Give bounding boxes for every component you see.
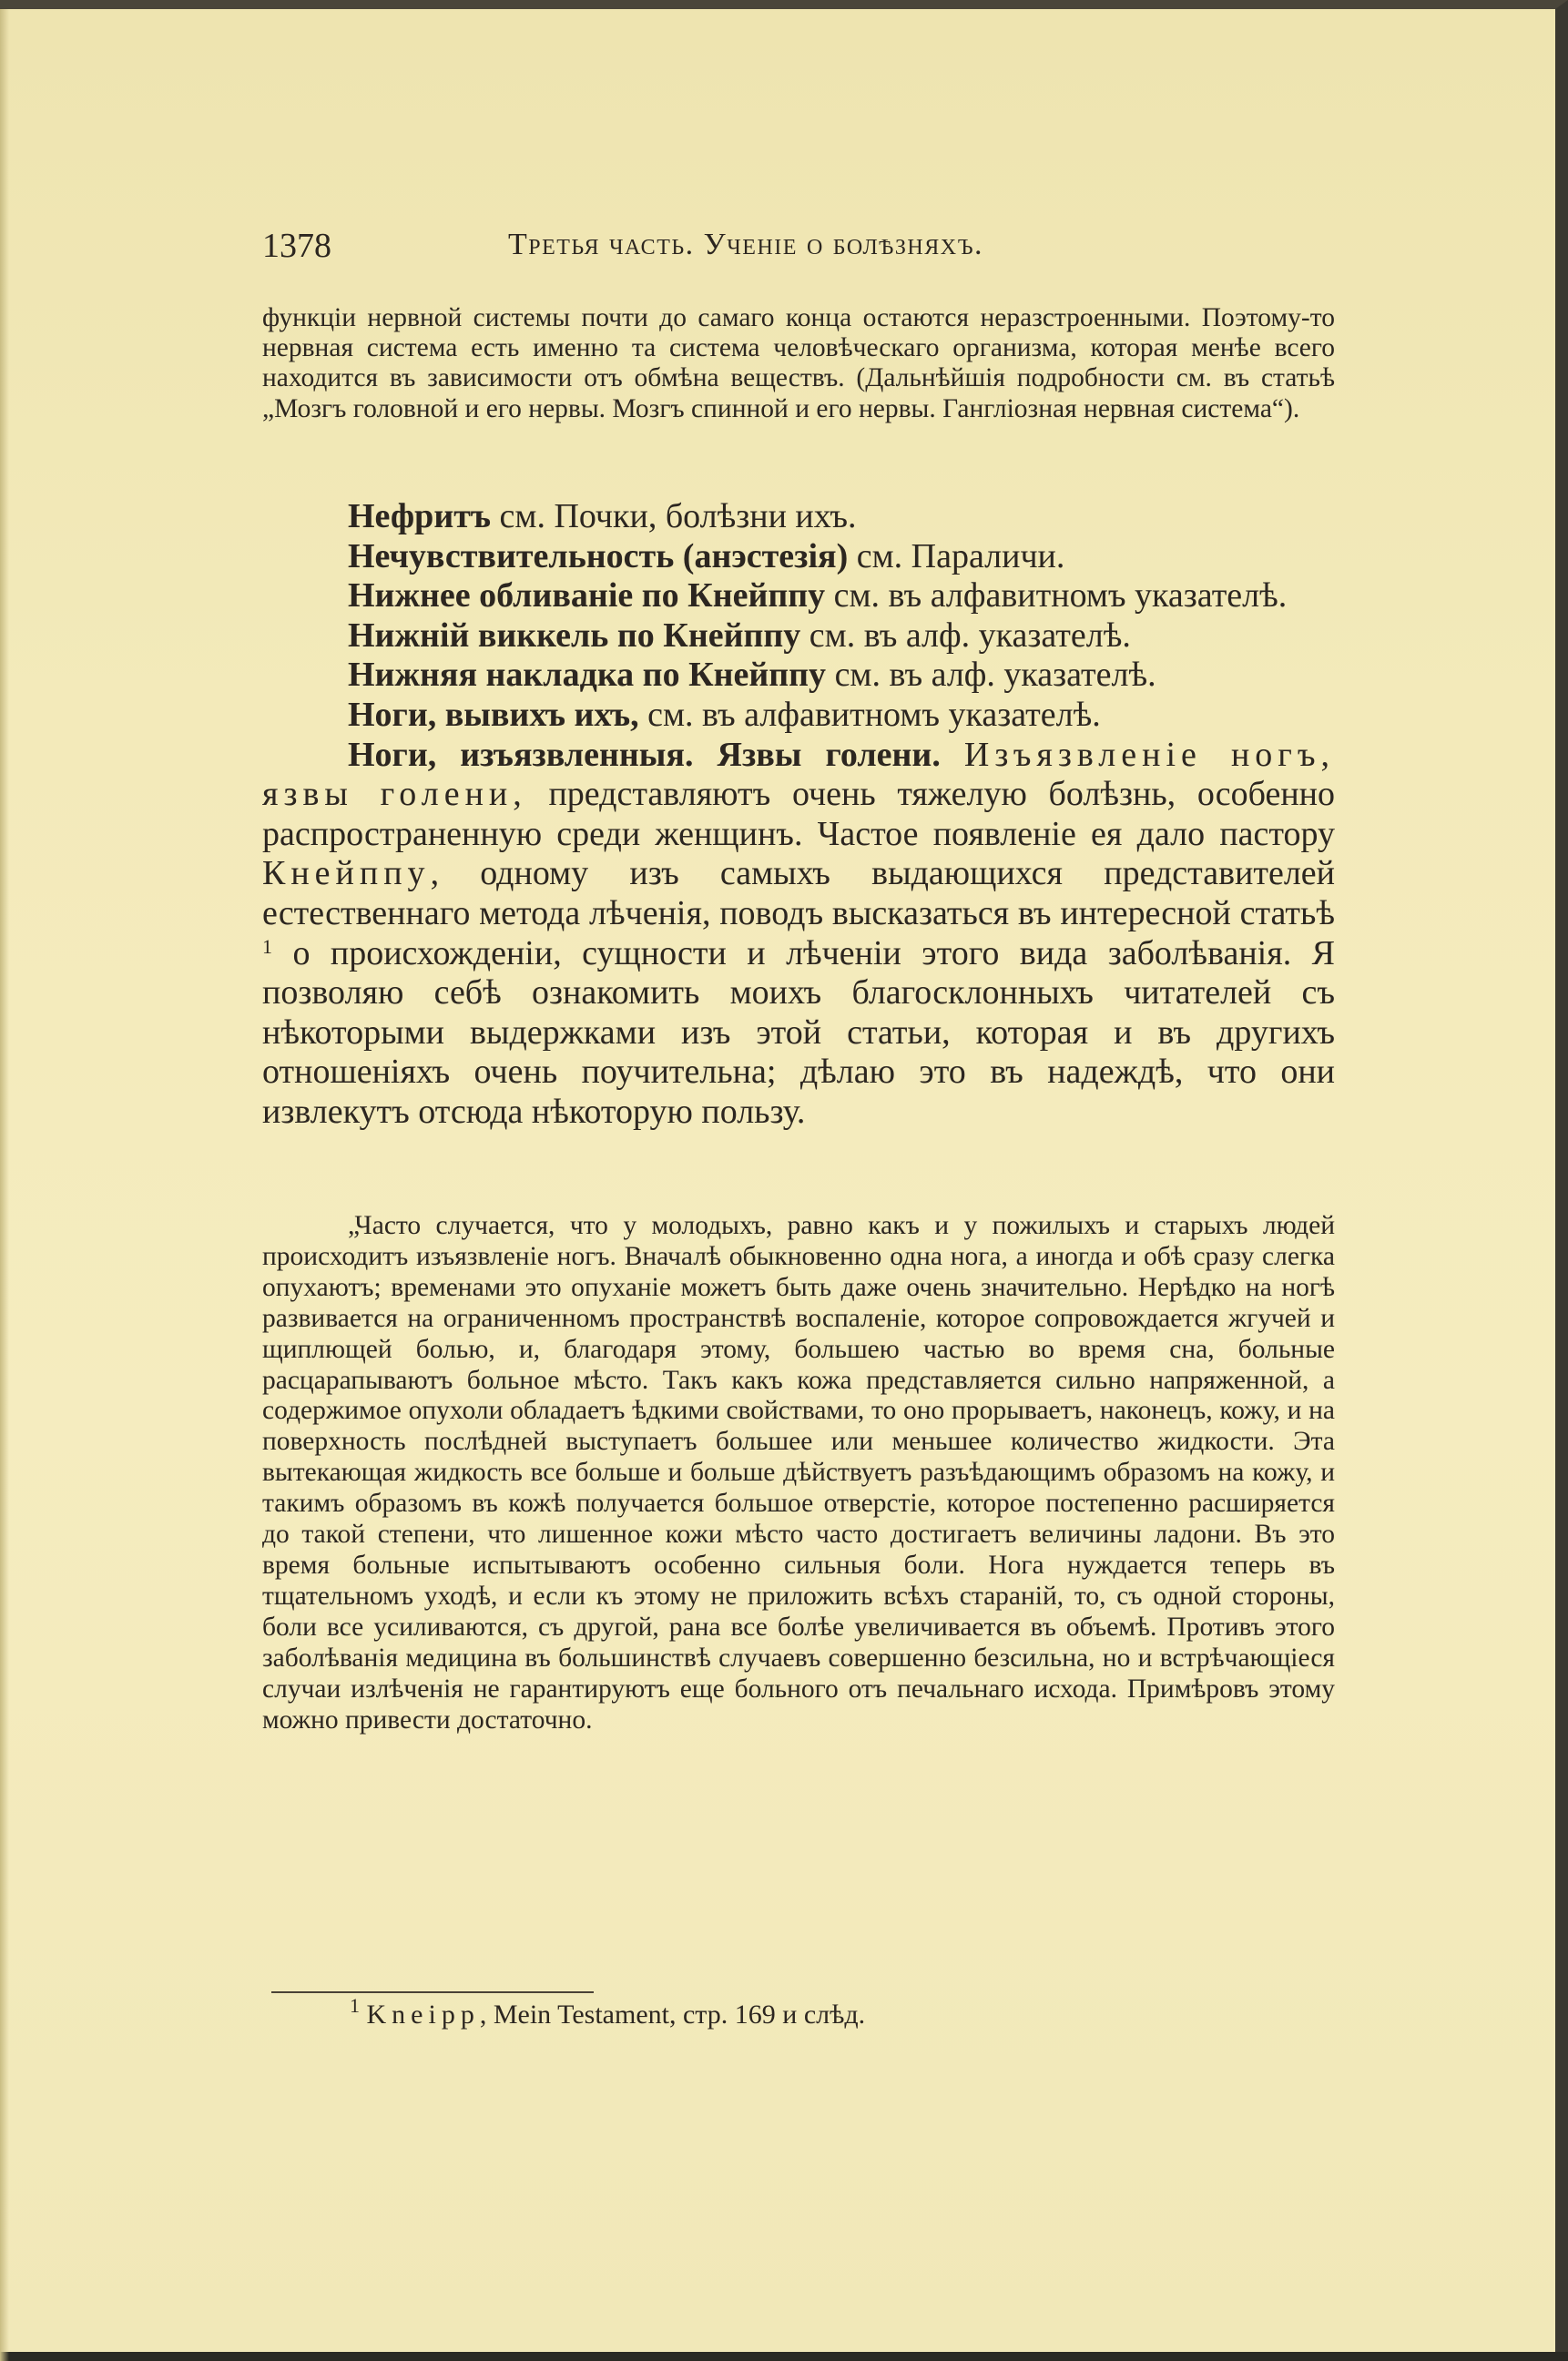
entry-lower-affusion bbox=[262, 576, 1335, 616]
page-edge-shadow bbox=[0, 9, 9, 2361]
footnote bbox=[350, 1994, 866, 2030]
entry-ref: см. въ алф. указателѣ. bbox=[800, 616, 1131, 655]
entry-text: , одному изъ самыхъ выдающихся представителей естественнаго метода лѣченія, поводъ высказаться въ интересной статьѣ bbox=[262, 854, 1335, 932]
entry-lower-compress bbox=[262, 656, 1335, 696]
entry-term: Нижняя накладка по Кнейппу bbox=[348, 656, 827, 695]
entry-term: Нечувствительность (анэстезія) bbox=[348, 536, 849, 575]
entry-text: представляютъ очень тяжелую болѣзнь, особенно распространенную среди женщинъ. Частое появленіе ея дало пастору bbox=[262, 775, 1335, 853]
footnote-author: Kneipp bbox=[366, 2000, 480, 2030]
entry-text: о происхожденіи, сущности и лѣченіи этого вида заболѣванія. Я позволяю себѣ ознакомить моихъ благосклонныхъ читателей съ нѣкоторыми выдержками изъ этой статьи, которая и въ другихъ отношеніяхъ очень поучительна; дѣлаю это въ надеждѣ, что они извлекутъ отсюда нѣкоторую пользу. bbox=[262, 933, 1335, 1131]
entry-anesthesia bbox=[262, 537, 1335, 577]
running-head bbox=[262, 226, 1335, 265]
footnote-mark: 1 bbox=[350, 1994, 360, 2017]
entry-term: Нефритъ bbox=[348, 497, 492, 535]
entry-ref: см. въ алфавитномъ указателѣ. bbox=[638, 695, 1101, 734]
entry-ref: см. въ алфавитномъ указателѣ. bbox=[825, 576, 1288, 616]
footnote-reference: 1 bbox=[262, 934, 272, 958]
entry-nephritis bbox=[262, 497, 1335, 537]
entry-lower-wrap bbox=[262, 616, 1335, 656]
footnote-divider bbox=[271, 1991, 594, 1993]
quote-block bbox=[262, 1211, 1335, 1735]
page-header-title: Третья часть. Ученіе о болѣзняхъ. bbox=[508, 228, 984, 261]
entry-ref: см. въ алф. указателѣ. bbox=[826, 656, 1156, 695]
spaced-emphasis: Изъязвленіе ногъ, язвы голени, bbox=[262, 735, 1336, 814]
footnote-text: , Mein Testament, стр. 169 и слѣд. bbox=[479, 2000, 866, 2030]
intro-paragraph-block bbox=[262, 303, 1335, 424]
entry-ref: см. Параличи. bbox=[848, 536, 1065, 575]
entry-term: Нижнее обливаніе по Кнейппу bbox=[348, 576, 826, 616]
intro-paragraph: функціи нервной системы почти до самаго конца остаются неразстроенными. Поэтому-то нервная система есть именно та система человѣческаго организма, которая менѣе всего находится въ зависимости отъ обмѣна веществъ. (Дальнѣйшія подробности см. въ статьѣ „Мозгъ головной и его нервы. Мозгъ спинной и его нервы. Гангліозная нервная система“). bbox=[262, 303, 1335, 423]
entry-term: Ноги, изъязвленныя. Язвы голени. bbox=[348, 735, 941, 774]
quote-paragraph: „Часто случается, что у молодыхъ, равно какъ и у пожилыхъ и старыхъ людей происходитъ изъязвленіе ногъ. Вначалѣ обыкновенно одна нога, а иногда и обѣ сразу слегка опухаютъ; временами это опуханіе можетъ быть даже очень значительно. Нерѣдко на ногѣ развивается на ограниченномъ пространствѣ воспаленіе, которое сопровождается жгучей и щиплющей болью, и, благодаря этому, большею частью во время сна, больные расцарапываютъ больное мѣсто. Такъ какъ кожа представляется сильно напряженной, а содержимое опухоли обладаетъ ѣдкими свойствами, то оно прорываетъ, наконецъ, кожу, и на поверхность послѣдней выступаетъ большее или меньшее количество жидкости. Эта вытекающая жидкость все больше и больше дѣйствуетъ разъѣдающимъ образомъ на кожу, и такимъ образомъ въ кожѣ получается большое отверстіе, которое постепенно расширяется до такой степени, что лишенное кожи мѣсто часто достигаетъ величины ладони. Въ это время больные испытываютъ особенно сильныя боли. Нога нуждается теперь въ тщательномъ уходѣ, и если къ этому не приложить всѣхъ стараній, то, съ одной стороны, боли все усиливаются, съ другой, рана все болѣе увеличивается въ объемѣ. Противъ этого заболѣванія медицина въ большинствѣ случаевъ совершенно безсильна, но и встрѣчающіеся случаи излѣченія не гарантируютъ еще больного отъ печальнаго исхода. Примѣровъ этому можно привести достаточно. bbox=[262, 1211, 1335, 1735]
entry-term: Ноги, вывихъ ихъ, bbox=[348, 695, 639, 734]
spaced-name: Кнейппу bbox=[262, 854, 431, 893]
entry-leg-dislocation bbox=[262, 696, 1335, 736]
page-number: 1378 bbox=[262, 227, 331, 265]
entries-block bbox=[262, 497, 1335, 1133]
entry-leg-ulcers bbox=[262, 736, 1335, 1133]
entry-term: Нижній виккель по Кнейппу bbox=[348, 616, 801, 655]
entry-ref: см. Почки, болѣзни ихъ. bbox=[491, 497, 857, 535]
